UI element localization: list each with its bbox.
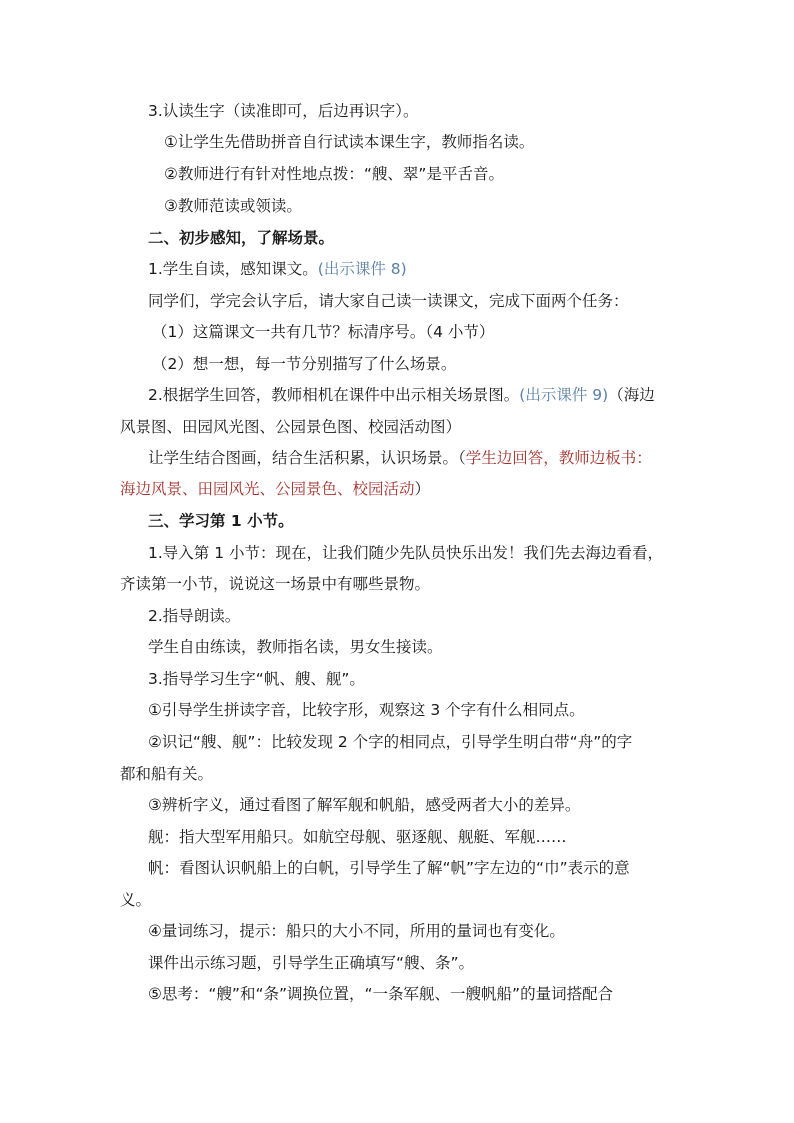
section-3-item-3: ③辨析字义，通过看图了解军舰和帆船，感受两者大小的差异。 bbox=[148, 796, 581, 814]
section-2-para-1 bbox=[0, 259, 794, 279]
step-3-item-3: ③教师范读或领读。 bbox=[164, 197, 302, 215]
section-2-para-4-end: ） bbox=[414, 480, 431, 498]
courseware-note-9: (出示课件 9) bbox=[519, 386, 609, 404]
section-2-para-3 bbox=[0, 385, 794, 405]
section-3-item-2-cont: 都和船有关。 bbox=[120, 765, 214, 783]
section-2-para-4 bbox=[0, 448, 794, 468]
section-3-para-1: 1.导入第 1 小节：现在，让我们随少先队员快乐出发！我们先去海边看看， bbox=[148, 544, 664, 562]
section-2-para-3-cont: 风景图、田园风光图、公园景色图、校园活动图） bbox=[120, 418, 462, 436]
section-2-para-2: 同学们，学完会认字后，请大家自己读一读课文，完成下面两个任务： bbox=[148, 292, 629, 310]
step-3-item-2: ②教师进行有针对性地点拨：“艘、翠”是平舌音。 bbox=[164, 165, 504, 183]
section-3-fan-def-cont: 义。 bbox=[120, 891, 152, 909]
section-3-item-2: ②识记“艘、舰”：比较发现 2 个字的相同点，引导学生明白带“舟”的字 bbox=[148, 733, 633, 751]
section-2-para-3-text: 2.根据学生回答，教师相机在课件中出示相关场景图。 bbox=[148, 386, 520, 404]
section-3-para-3: 学生自由练读，教师指名读，男女生接读。 bbox=[148, 638, 443, 656]
section-3-item-4: ④量词练习，提示：船只的大小不同，所用的量词也有变化。 bbox=[148, 922, 565, 940]
section-3-jian-def: 舰：指大型军用船只。如航空母舰、驱逐舰、舰艇、军舰…… bbox=[148, 828, 567, 846]
section-3-fan-def: 帆：看图认识帆船上的白帆，引导学生了解“帆”字左边的“巾”表示的意 bbox=[148, 859, 630, 877]
teacher-board-note: 学生边回答，教师边板书： bbox=[465, 449, 652, 467]
section-2-para-4-cont bbox=[0, 479, 794, 499]
board-keywords: 海边风景、田园风光、公园景色、校园活动 bbox=[120, 480, 415, 498]
section-3-item-1: ①引导学生拼读字音，比较字形，观察这 3 个字有什么相同点。 bbox=[148, 701, 585, 719]
section-3-para-4: 3.指导学习生字“帆、艘、舰”。 bbox=[148, 670, 365, 688]
section-3-heading: 三、学习第 1 小节。 bbox=[148, 512, 294, 530]
section-3-item-5: ⑤思考：“艘”和“条”调换位置，“一条军舰、一艘帆船”的量词搭配合 bbox=[148, 985, 614, 1003]
section-2-question-1: （1）这篇课文一共有几节？标清序号。（4 小节） bbox=[152, 323, 495, 341]
step-3-title: 3.认读生字（读准即可，后边再识字）。 bbox=[148, 102, 419, 120]
section-3-para-5: 课件出示练习题，引导学生正确填写“艘、条”。 bbox=[148, 954, 475, 972]
step-3-item-1: ①让学生先借助拼音自行试读本课生字，教师指名读。 bbox=[164, 133, 535, 151]
section-2-heading: 二、初步感知，了解场景。 bbox=[148, 229, 335, 247]
section-2-para-4-text: 让学生结合图画，结合生活积累，认识场景。（ bbox=[148, 449, 466, 467]
section-2-para-3-tail: （海边 bbox=[608, 386, 655, 404]
section-3-para-2: 2.指导朗读。 bbox=[148, 607, 241, 625]
courseware-note-8: (出示课件 8) bbox=[317, 260, 407, 278]
section-2-question-2: （2）想一想，每一节分别描写了什么场景。 bbox=[152, 355, 457, 373]
section-3-para-1-cont: 齐读第一小节，说说这一场景中有哪些景物。 bbox=[120, 575, 431, 593]
section-2-para-1-text: 1.学生自读，感知课文。 bbox=[148, 260, 318, 278]
